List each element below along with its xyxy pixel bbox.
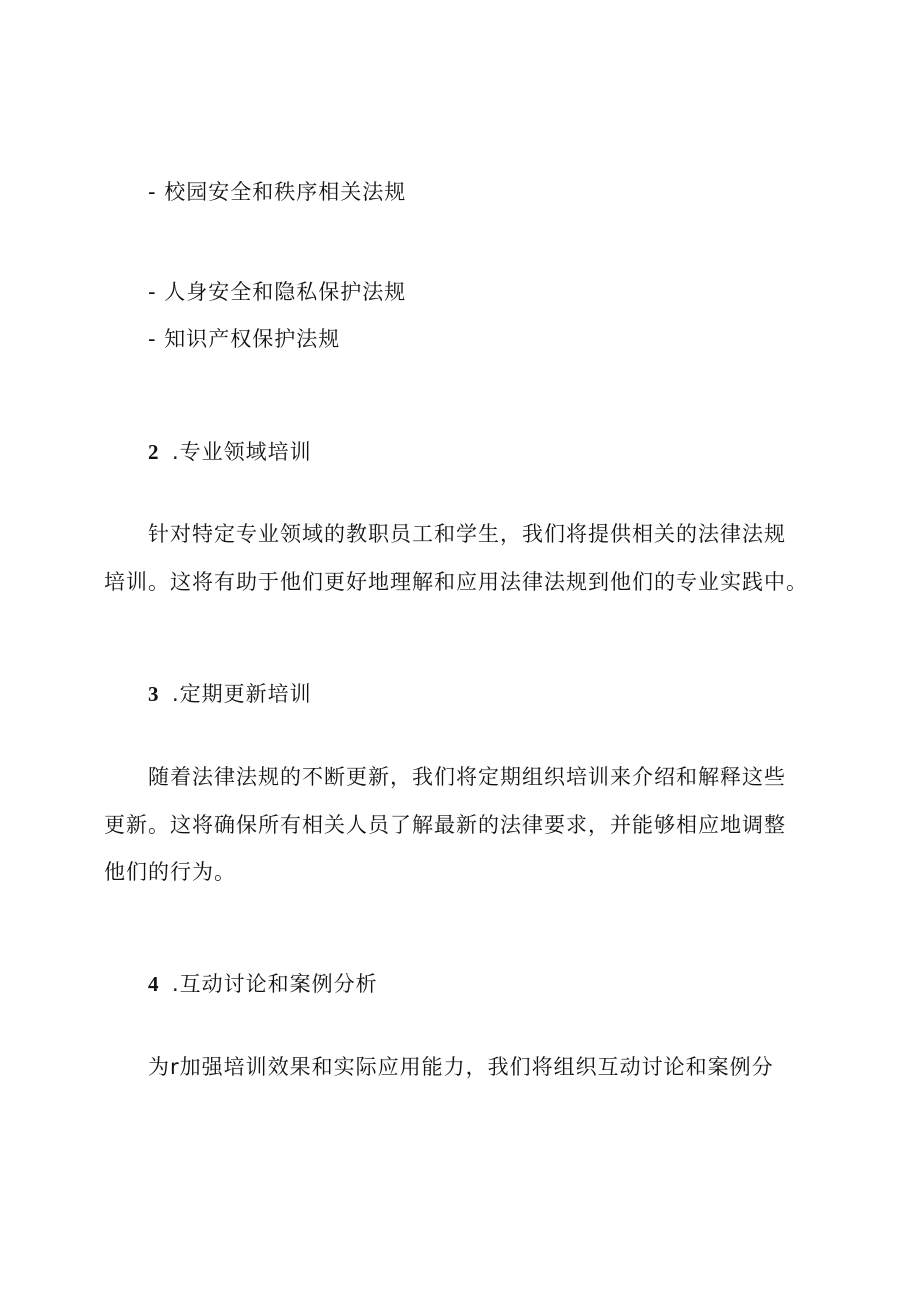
paragraph-line: 随着法律法规的不断更新，我们将定期组织培训来介绍和解释这些 xyxy=(148,765,786,789)
section-title: .定期更新培训 xyxy=(172,682,312,706)
paragraph-line: 为r加强培训效果和实际应用能力，我们将组织互动讨论和案例分 xyxy=(148,1055,774,1079)
paragraph-line: 培训。这将有助于他们更好地理解和应用法律法规到他们的专业实践中。 xyxy=(104,570,808,594)
paragraph-line: 针对特定专业领域的教职员工和学生，我们将提供相关的法律法规 xyxy=(148,522,786,546)
section-heading xyxy=(148,680,312,708)
section-heading xyxy=(148,970,378,998)
bullet-item: - 校园安全和秩序相关法规 xyxy=(148,180,407,204)
section-title: .专业领域培训 xyxy=(172,440,312,464)
section-heading xyxy=(148,438,312,466)
paragraph-line: 更新。这将确保所有相关人员了解最新的法律要求，并能够相应地调整 xyxy=(104,813,786,837)
paragraph-line: 他们的行为。 xyxy=(104,860,236,884)
bullet-item: - 人身安全和隐私保护法规 xyxy=(148,280,407,304)
bullet-item: - 知识产权保护法规 xyxy=(148,327,341,351)
section-number: 3 xyxy=(148,682,160,706)
section-number: 4 xyxy=(148,972,160,996)
section-number: 2 xyxy=(148,440,160,464)
section-title: .互动讨论和案例分析 xyxy=(172,972,378,996)
